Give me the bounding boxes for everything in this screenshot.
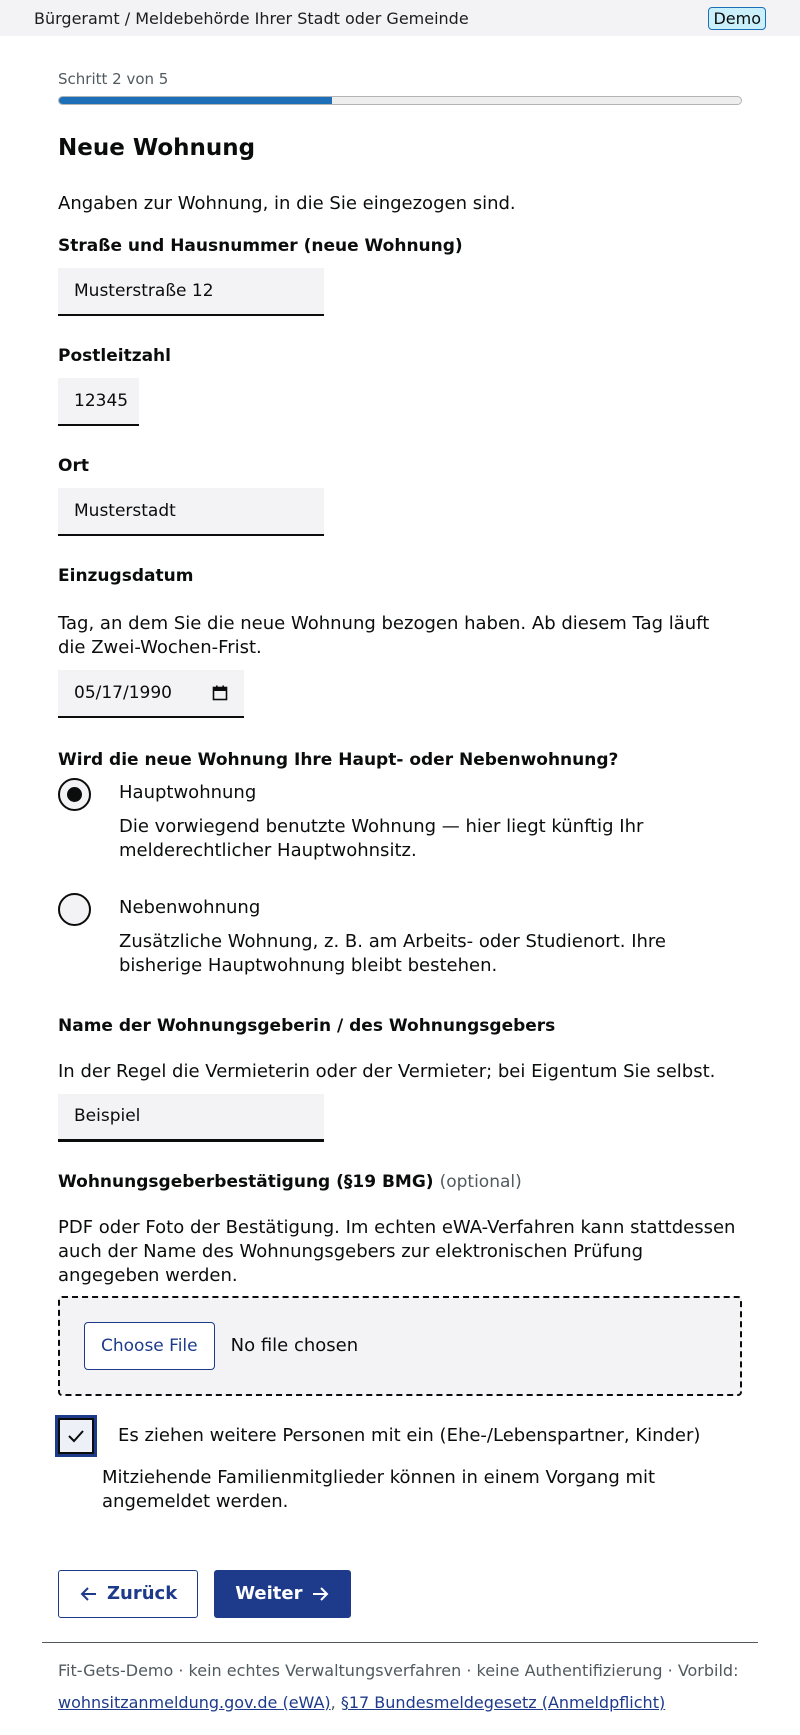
file-status: No file chosen — [230, 1335, 359, 1357]
footer-separator: , — [330, 1692, 336, 1712]
residence-type-legend: Wird die neue Wohnung Ihre Haupt- oder Nebenwohnung? — [58, 749, 619, 770]
footer — [0, 1655, 800, 1719]
page-lead: Angaben zur Wohnung, in die Sie eingezogen sind. — [58, 192, 516, 214]
page-title: Neue Wohnung — [58, 135, 256, 161]
radio-hint-nebenwohnung: Zusätzliche Wohnung, z. B. am Arbeits- oder Studienort. Ihre bisherige Hauptwohnung bleibt bestehen. — [119, 930, 666, 976]
city-value: Musterstadt — [74, 500, 176, 521]
form-main — [0, 70, 800, 1618]
footer-divider — [42, 1642, 758, 1643]
postcode-value: 12345 — [74, 390, 129, 411]
step-indicator: Schritt 2 von 5 — [58, 70, 169, 88]
street-label: Straße und Hausnummer (neue Wohnung) — [58, 235, 463, 256]
optional-tag: (optional) — [439, 1171, 522, 1192]
radio-button-selected[interactable] — [58, 778, 91, 811]
file-dropzone[interactable] — [58, 1296, 742, 1396]
choose-file-button[interactable]: Choose File — [84, 1322, 215, 1370]
postcode-label: Postleitzahl — [58, 345, 171, 366]
move-in-date-input[interactable] — [58, 670, 244, 718]
residence-type-group — [58, 750, 742, 978]
radio-button-unselected[interactable] — [58, 893, 91, 926]
form-actions — [58, 1570, 742, 1618]
arrow-right-icon — [312, 1586, 330, 1602]
upload-label-row — [58, 1172, 742, 1192]
city-label: Ort — [58, 455, 89, 476]
next-button[interactable] — [214, 1570, 351, 1618]
upload-label: Wohnungsgeberbestätigung (§19 BMG) — [58, 1171, 434, 1192]
co-movers-label: Es ziehen weitere Personen mit ein (Ehe-/Lebenspartner, Kinder) — [118, 1425, 701, 1447]
progress-bar-fill — [59, 97, 332, 104]
footer-link-bmg[interactable]: §17 Bundesmeldegesetz (Anmeldpflicht) — [340, 1692, 666, 1712]
footer-text: Fit-Gets-Demo · kein echtes Verwaltungsverfahren · keine Authentifizierung · Vorbild: — [58, 1660, 739, 1680]
radio-hauptwohnung[interactable] — [58, 778, 742, 863]
demo-badge: Demo — [708, 7, 766, 30]
landlord-input[interactable] — [58, 1094, 324, 1142]
city-input[interactable] — [58, 488, 324, 536]
upload-hint: PDF oder Foto der Bestätigung. Im echten eWA-Verfahren kann stattdessen auch der Name des Wohnungsgebers zur elektronischen Prüfung angegeben werden. — [58, 1216, 736, 1286]
next-button-label: Weiter — [235, 1583, 303, 1605]
footer-link-ewa[interactable]: wohnsitzanmeldung.gov.de (eWA) — [58, 1692, 331, 1712]
co-movers-checkbox[interactable] — [58, 1418, 94, 1454]
move-in-date-label: Einzugsdatum — [58, 565, 194, 586]
radio-nebenwohnung[interactable] — [58, 893, 742, 978]
landlord-label: Name der Wohnungsgeberin / des Wohnungsgebers — [58, 1015, 556, 1036]
radio-hint-hauptwohnung: Die vorwiegend benutzte Wohnung — hier liegt künftig Ihr melderechtlicher Hauptwohnsitz. — [119, 815, 644, 861]
arrow-left-icon — [79, 1586, 97, 1602]
top-bar — [0, 0, 800, 36]
radio-label-hauptwohnung: Hauptwohnung — [119, 781, 257, 803]
street-value: Musterstraße 12 — [74, 280, 214, 301]
landlord-value: Beispiel — [74, 1106, 141, 1127]
radio-dot — [67, 787, 82, 802]
checkmark-icon — [67, 1429, 85, 1443]
postcode-input[interactable] — [58, 378, 139, 426]
street-input[interactable] — [58, 268, 324, 316]
agency-title: Bürgeramt / Meldebehörde Ihrer Stadt oder Gemeinde — [34, 8, 469, 28]
co-movers-checkbox-row[interactable] — [58, 1418, 742, 1454]
move-in-date-hint: Tag, an dem Sie die neue Wohnung bezogen haben. Ab diesem Tag läuft die Zwei-Wochen-Frist. — [58, 612, 710, 658]
radio-label-nebenwohnung: Nebenwohnung — [119, 896, 261, 918]
landlord-hint: In der Regel die Vermieterin oder der Vermieter; bei Eigentum Sie selbst. — [58, 1060, 716, 1082]
progress-bar — [58, 96, 742, 105]
move-in-date-value: 05/17/1990 — [74, 682, 172, 703]
back-button[interactable] — [58, 1570, 198, 1618]
back-button-label: Zurück — [107, 1583, 178, 1605]
calendar-icon[interactable] — [212, 685, 228, 701]
co-movers-hint: Mitziehende Familienmitglieder können in einem Vorgang mit angemeldet werden. — [102, 1466, 656, 1512]
